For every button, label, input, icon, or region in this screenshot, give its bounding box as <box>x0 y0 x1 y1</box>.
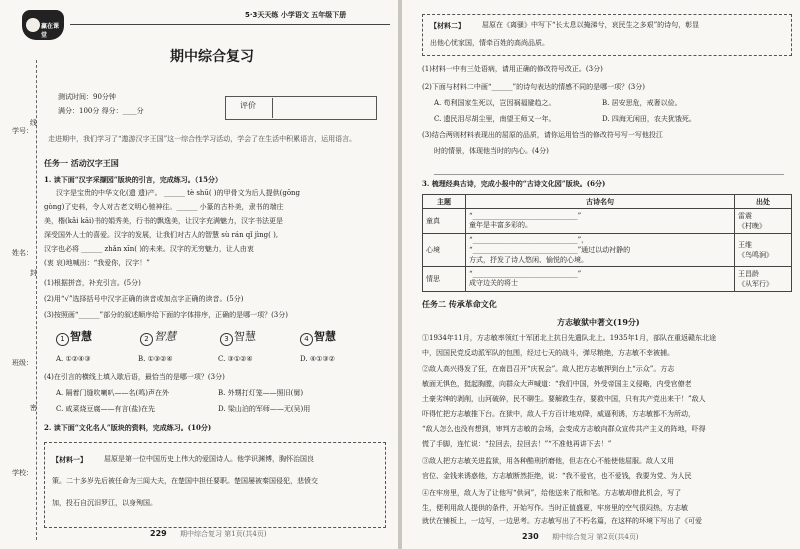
q2-sub3: (3)结合两则材料表现出的屈原的品质，请你运用恰当的修改符号写一写他投江 <box>422 131 663 139</box>
label-student-no: 学号： <box>12 127 33 135</box>
table-cell-theme: 心境 <box>423 234 466 267</box>
cell-line: “______________________________” <box>469 212 582 220</box>
right-footer-text: 期中综合复习 第2页(共4页) <box>552 533 639 541</box>
left-page <box>0 0 398 549</box>
q2-sub2: (2)下面与材料二中画“______”的诗句表达的情感不同的是哪一项？(3分) <box>422 83 645 91</box>
label-line: 线 <box>30 119 37 127</box>
task2-heading: 任务二 传承革命文化 <box>422 299 497 309</box>
reading-line: 吓得忙把方志敏推下台。在狱中，敌人千方百计地劝降，威逼利诱，方志敏都不为所动， <box>422 410 695 418</box>
q1-sub1: (1)根据拼音，补充引言。(5分) <box>44 279 141 287</box>
q1-option-b: B. ①③②④ <box>138 355 173 363</box>
q2-choice-c: C. 遗民泪尽胡尘里，南望王师又一年。 <box>434 115 556 123</box>
cell-line: 成守边关的将士 <box>469 279 518 287</box>
reading-line: 就伏在铺板上，一边写，一边思考。方志敏写出了不朽名篇，在这样的环境下写出了《可爱 <box>422 517 702 525</box>
cell-line: “______________________________”通过以动衬静的 <box>469 246 631 254</box>
q1-sub2: (2)用“√”选择括号中汉字正确的读音或加点字正确的读音。(5分) <box>44 295 244 303</box>
table-cell-lines <box>466 209 735 234</box>
circle-number-1: 1 <box>56 333 69 346</box>
table-row <box>423 267 792 292</box>
series-header: 5·3天天练 小学语文 五年级下册 <box>245 11 347 19</box>
cell-line: 方式，抒发了诗人悠闲、愉悦的心境。 <box>469 256 588 264</box>
material2-label: 【材料二】 <box>430 21 465 30</box>
font-sample-running: 智慧 <box>154 330 176 343</box>
q1-option-d: D. ④①③② <box>300 355 335 363</box>
page-title: 期中综合复习 <box>170 49 254 65</box>
q1-choice-c: C. 咸菜烧豆腐——有言(盐)在先 <box>56 405 156 413</box>
q2-choice-b: B. 居安思危，戒奢以俭。 <box>602 99 682 107</box>
table-header: 古诗名句 <box>466 195 735 209</box>
table-cell-theme: 童真 <box>423 209 466 234</box>
font-sample-regular: 智慧 <box>234 330 256 343</box>
reading-line: 慌了手脚，连忙说：“拉回去，拉回去！”“不准他再讲下去！” <box>422 440 612 448</box>
binding-line <box>36 60 37 540</box>
table-cell-lines <box>466 234 735 267</box>
q3-stem: 3. 梳理经典古诗，完成小报中的“古诗文化园”版块。(6分) <box>422 179 606 188</box>
cell-line: 王昌龄 <box>738 270 759 278</box>
q1-choice-b: B. 外甥打灯笼——照旧(舅) <box>218 389 304 397</box>
font-sample-clerical: 智慧 <box>314 330 336 343</box>
material1-label: 【材料一】 <box>52 455 87 464</box>
poetry-table <box>422 194 792 292</box>
q2-sub1: (1)材料一中有三处语病，请用正确的修改符号改正。(3分) <box>422 65 603 73</box>
answer-line <box>434 174 784 175</box>
cell-line: 《从军行》 <box>738 280 773 288</box>
table-row <box>423 209 792 234</box>
q1-option-a: A. ①②④③ <box>56 355 91 363</box>
circle-number-4: 4 <box>300 333 313 346</box>
reading-line: “敌人怎么也没有想到，审判方志敏的会场，会变成方志敏向群众宣传共产主义的阵地，吓得 <box>422 425 706 433</box>
reading-title: 方志敏狱中著文(19分) <box>557 317 640 327</box>
q1-passage-line: 美，楷(kǎi kāi)书的娟秀美，行书的飘逸美，让汉字充满魅力，汉字书法更是 <box>44 217 283 225</box>
reading-line: ④在牢房里，敌人为了让他写“供词”，给他送来了纸和笔。方志敏却借此机会，写了 <box>422 489 682 497</box>
reading-line: ②敌人高兴得发了狂，在南昌召开“庆祝会”。敌人把方志敏押到台上“示众”。方志 <box>422 365 675 373</box>
q1-stem: 1. 读下面“汉字采撷园”版块的引言，完成练习。（15分） <box>44 175 223 184</box>
table-header-row <box>423 195 792 209</box>
table-cell-source <box>735 209 792 234</box>
exam-time: 测试时间：90分钟 <box>58 93 116 101</box>
table-cell-theme: 情思 <box>423 267 466 292</box>
q2-choice-a: A. 苟利国家生死以，岂因祸福避趋之。 <box>434 99 556 107</box>
cell-line: 《鸟鸣涧》 <box>738 251 773 259</box>
cell-line: 童年是丰富多彩的。 <box>469 221 532 229</box>
material1-line: 屈原是第一位中国历史上伟大的爱国诗人。他学识渊博，胸怀治国良 <box>104 455 314 463</box>
q1-passage-line: gòng)了史料，令人对古老文明心驰神往。______ 小篆的古朴美，隶书的端庄 <box>44 203 284 211</box>
q1-passage-line: 汉字是宝贵的中华文化(遗 遗)产。 ______ tè shū( )的甲骨文为后人提供(gōng <box>56 189 301 197</box>
table-cell-source <box>735 267 792 292</box>
reading-line: 生，便利用敌人提供的条件，开始写作。当时正值盛夏，牢房里的空气很闷热，方志敏 <box>422 504 688 512</box>
q1-sub4: (4)在引言的横线上填入歇后语，最恰当的是哪一项？(3分) <box>44 373 225 381</box>
circle-number-2: 2 <box>140 333 153 346</box>
reading-line: 敏面无惧色，挺起胸膛，向群众大声喊道：“我们中国，外受帝国主义侵略，内受官僚老 <box>422 380 692 388</box>
material2-line: 出他心忧家国，情牵百姓的高尚品质。 <box>430 39 549 47</box>
q1-option-c: C. ③①②④ <box>218 355 253 363</box>
q1-passage-line: 深受国外人士的喜爱。汉字的发展，让我们对古人的智慧 sù rán qǐ jìng( ), <box>44 231 279 239</box>
reading-line: 土豪劣绅的剥削，山河破碎，民不聊生。要解救生存，要救中国，只有共产党出来干！”敌人 <box>422 395 706 403</box>
reading-line: 官位、金钱来诱惑他，方志敏断然拒绝，说：“我不爱官，也不爱钱，我要为党、为人民 <box>422 472 692 480</box>
right-page <box>402 0 800 549</box>
label-school: 学校： <box>12 469 33 477</box>
left-footer-text: 期中综合复习 第1页(共4页) <box>180 530 267 538</box>
logo-icon <box>22 10 64 40</box>
table-header: 出处 <box>735 195 792 209</box>
right-page-number: 230 <box>522 532 539 541</box>
header-rule <box>70 24 390 25</box>
label-name: 姓名： <box>12 249 33 257</box>
logo-text: 赢在课堂 <box>41 23 60 39</box>
reading-line: 中，因国民党反动派军队的包围，经过七天的战斗，弹尽粮绝，方志敏不幸被捕。 <box>422 349 674 357</box>
cell-line: 《村晚》 <box>738 222 766 230</box>
q1-passage-line: 汉字也必将 ______ zhǎn xīn( )的未来。汉字的无穷魅力，让人由衷 <box>44 245 254 253</box>
grade-divider <box>272 98 273 118</box>
q1-passage-line: (衷 哀)地喊出：“我爱你，汉字！” <box>44 259 150 267</box>
table-header: 主题 <box>423 195 466 209</box>
exam-score: 满分：100分 得分：____分 <box>58 107 144 115</box>
font-sample-seal: 智慧 <box>70 330 92 343</box>
task1-heading: 任务一 活动汉字王国 <box>44 158 119 168</box>
material1-line: 策。二十多岁先后被任命为三闾大夫，在楚国中担任要职。楚国屡被秦国侵犯，悲愤交 <box>52 477 318 485</box>
q1-choice-a: A. 隔着门缝吹喇叭——名(鸣)声在外 <box>56 389 169 397</box>
cell-line: 王维 <box>738 241 752 249</box>
cell-line: “______________________________”， <box>469 236 589 244</box>
grade-label: 评价 <box>240 101 256 110</box>
q2-stem: 2. 读下面“文化名人”版块的资料，完成练习。(10分) <box>44 423 212 432</box>
q1-sub3: (3)按照画“______”部分的叙述顺序给下面的字体排序，正确的是哪一项？(3分) <box>44 311 288 319</box>
q2-choice-d: D. 四海无闲田，农夫犹饿死。 <box>602 115 696 123</box>
reading-line: ①1934年11月，方志敏率领红十军团北上抗日先遣队北上。1935年1月，部队在重返赣东北途 <box>422 334 716 342</box>
left-page-number: 229 <box>150 529 167 538</box>
circle-number-3: 3 <box>220 333 233 346</box>
q1-choice-d: D. 梁山泊的军师——无(吴)用 <box>218 405 311 413</box>
label-class: 班级： <box>12 359 33 367</box>
material2-line: 屈原在《离骚》中写下“长太息以掩涕兮，哀民生之多艰”的诗句，彰显 <box>482 21 700 29</box>
material1-line: 加，投石自沉汨罗江，以身殉国。 <box>52 499 157 507</box>
table-row <box>423 234 792 267</box>
reading-line: ③敌人把方志敏关进监狱，用各种酷刑折磨他，但志在心不能使他屈服。敌人又用 <box>422 457 674 465</box>
table-cell-lines <box>466 267 735 292</box>
label-secret: 密 <box>30 404 37 412</box>
intro-text: 走进期中，我们学习了“遨游汉字王国”这一综合性学习活动，学会了在生活中积累语言，运用语言。 <box>48 135 357 143</box>
cell-line: “______________________________” <box>469 270 582 278</box>
q2-sub3: 时的情景，体现他当时的内心。(4分) <box>434 147 549 155</box>
cell-line: 雷震 <box>738 212 752 220</box>
table-cell-source <box>735 234 792 267</box>
label-seal: 封 <box>30 269 37 277</box>
